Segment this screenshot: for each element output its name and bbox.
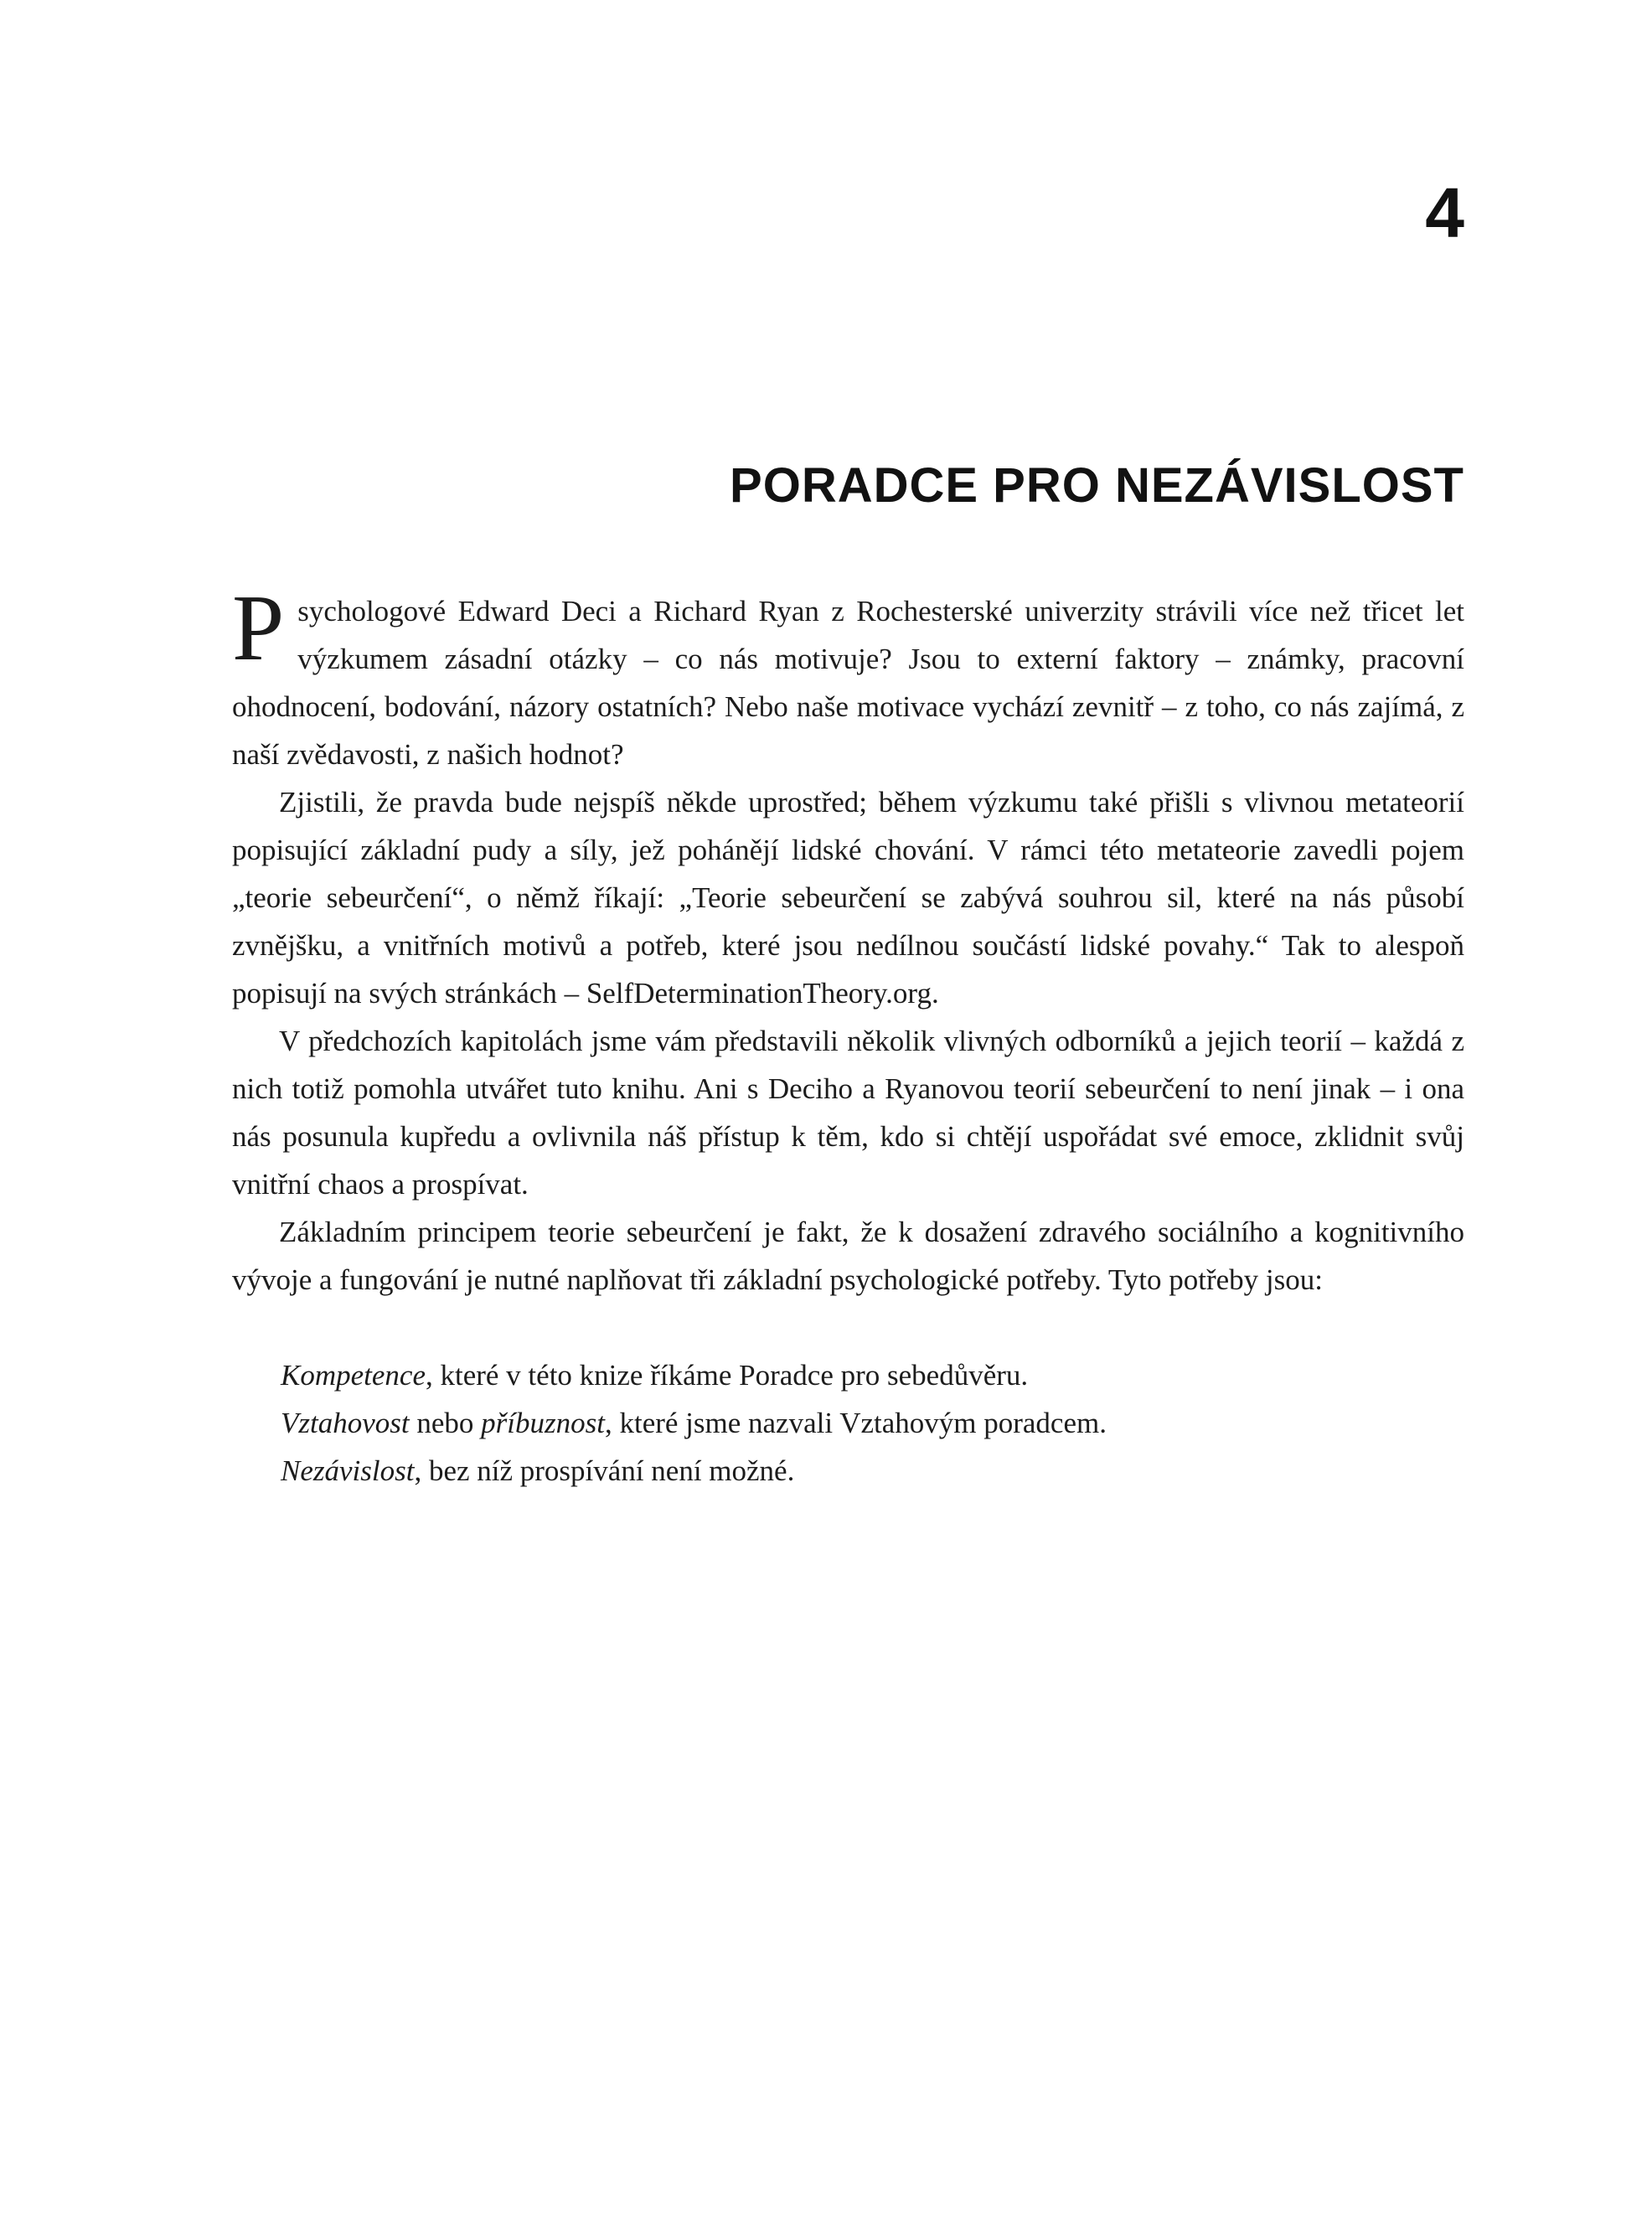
chapter-title: PORADCE PRO NEZÁVISLOST	[730, 458, 1464, 513]
list-item	[281, 1447, 1464, 1495]
list-item-text: , které jsme nazvali Vztahovým poradcem.	[604, 1407, 1107, 1439]
drop-cap: P	[232, 576, 285, 680]
list-item-text: nebo	[409, 1407, 482, 1439]
paragraph-intro	[232, 576, 1464, 778]
paragraph-intro-text: sychologové Edward Deci a Richard Ryan z Rochesterské univerzity strávili více než třicet let výzkumem zásadní otázky – co nás motivuje? Jsou to externí faktory – známky, pracovní ohodnocení, bodování, názory ostatních? Nebo naše motivace vychází zevnitř – z toho, co nás zajímá, z naší zvědavosti, z našich hodnot?	[232, 595, 1464, 771]
paragraph: Zjistili, že pravda bude nejspíš někde uprostřed; během výzkumu také přišli s vlivnou metateorií popisující základní pudy a síly, jež pohánějí lidské chování. V rámci této metateorie zavedli pojem „teorie sebeurčení“, o němž říkají: „Teorie sebeurčení se zabývá souhrou sil, které na nás působí zvnějšku, a vnitřních motivů a potřeb, které jsou nedílnou součástí lidské povahy.“ Tak to alespoň popisují na svých stránkách – SelfDeterminationTheory.org.	[232, 786, 1464, 1010]
list-item-term: Nezávislost	[281, 1454, 415, 1487]
page-content	[232, 0, 1464, 1495]
list-item-term: Vztahovost	[281, 1407, 410, 1439]
list-item-text: , bez níž prospívání není možné.	[414, 1454, 795, 1487]
list-item-term: Kompetence	[281, 1359, 426, 1392]
list-item-text: , které v této knize říkáme Poradce pro sebedůvěru.	[425, 1359, 1029, 1392]
body-text	[232, 576, 1464, 1495]
paragraph: V předchozích kapitolách jsme vám představili několik vlivných odborníků a jejich teorií – každá z nich totiž pomohla utvářet tuto knihu. Ani s Deciho a Ryanovou teorií sebeurčení to není jinak – i ona nás posunula kupředu a ovlivnila náš přístup k těm, kdo si chtějí uspořádat své emoce, zklidnit svůj vnitřní chaos a prospívat.	[232, 1025, 1464, 1201]
paragraph: Základním principem teorie sebeurčení je fakt, že k dosažení zdravého sociálního a kognitivního vývoje a fungování je nutné naplňovat tři základní psychologické potřeby. Tyto potřeby jsou:	[232, 1216, 1464, 1296]
chapter-number: 4	[1425, 173, 1464, 252]
list-item-term: příbuznost	[481, 1407, 605, 1439]
needs-list	[232, 1351, 1464, 1495]
list-item	[281, 1351, 1464, 1399]
list-item	[281, 1399, 1464, 1447]
